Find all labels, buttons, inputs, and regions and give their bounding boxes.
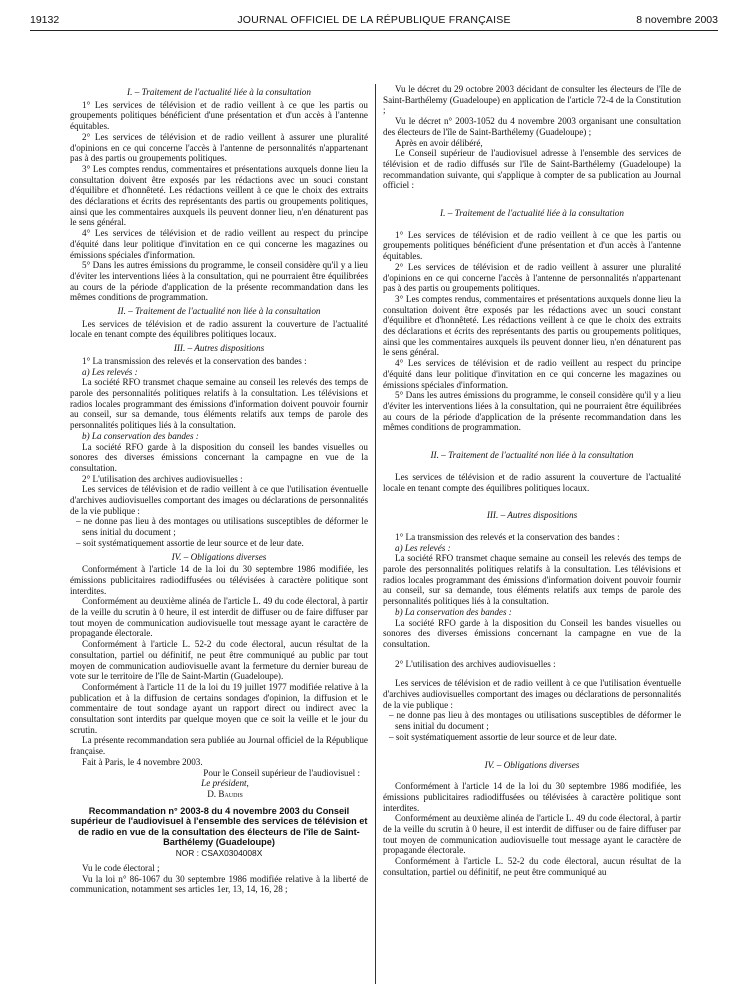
page-header <box>30 14 718 28</box>
section-heading: I. – Traitement de l'actualité liée à la consultation <box>127 87 311 97</box>
paragraph: Vu la loi n° 86-1067 du 30 septembre 1986 modifiée relative à la liberté de communication, notamment ses articles 1er, 13, 14, 16, 28 ; <box>70 873 368 895</box>
page-number: 19132 <box>30 14 60 26</box>
paragraph: 1° La transmission des relevés et la conservation des bandes : <box>395 531 620 542</box>
section-heading: IV. – Obligations diverses <box>484 759 580 770</box>
column-divider <box>375 84 376 984</box>
paragraph: Après en avoir délibéré, <box>395 137 483 148</box>
signature-title: Le président, <box>201 778 249 789</box>
paragraph: Conformément à l'article L. 52-2 du code électoral, aucun résultat de la consultation, partiel ou définitif, ne peut être communiqué au public par tout moyen de communication audiovisuelle avant la fermeture du dernier bureau de vote sur le territoire de l'île de Saint-Martin (Guadeloupe). <box>70 639 368 682</box>
subheading: a) Les relevés : <box>395 542 451 553</box>
section-heading: II. – Traitement de l'actualité non liée à la consultation <box>117 306 321 317</box>
journal-title: JOURNAL OFFICIEL DE LA RÉPUBLIQUE FRANÇAISE <box>237 14 511 26</box>
paragraph: Conformément au deuxième alinéa de l'article L. 49 du code électoral, à partir de la veille du scrutin à 0 heure, il est interdit de diffuser ou de faire diffuser par tout moyen de communication audiovisuelle tout message ayant le caractère de propagande électorale. <box>70 596 368 639</box>
paragraph: Conformément à l'article 14 de la loi du 30 septembre 1986 modifiée, les émissions publicitaires radiodiffusées ou télévisées à caractère politique sont interdites. <box>383 781 681 813</box>
recommendation-title: Recommandation n° 2003-8 du 4 novembre 2003 du Conseil supérieur de l'audiovisuel à l'ensemble des services de télévision et de radio en vue de la consultation des électeurs de l'île de Saint-Barthélemy (Guadeloupe) <box>70 805 368 847</box>
paragraph: 1° Les services de télévision et de radio veillent à ce que les partis ou groupements politiques bénéficient d'une présentation et d'un accès à l'antenne équitables. <box>70 99 368 132</box>
section-heading: IV. – Obligations diverses <box>171 551 267 562</box>
section-heading: III. – Autres dispositions <box>486 510 578 521</box>
nor-reference: NOR : CSAX0304008X <box>175 848 263 859</box>
paragraph: Conformément au deuxième alinéa de l'article L. 49 du code électoral, à partir de la veille du scrutin à 0 heure, il est interdit de diffuser ou de faire diffuser par tout moyen de communication audiovisuelle tout message ayant le caractère de propagande électorale. <box>383 813 681 856</box>
paragraph: La société RFO transmet chaque semaine au conseil les relevés des temps de parole des personnalités politiques relatifs à la consultation. Les télévisions et radios locales programmant des émissions d'information doivent pouvoir fournir au conseil, sur sa demande, tous éléments relatifs aux temps de parole des personnalités politiques liés à la consultation. <box>383 553 681 607</box>
paragraph: La présente recommandation sera publiée au Journal officiel de la République française. <box>70 735 368 757</box>
paragraph: 5° Dans les autres émissions du programme, le conseil considère qu'il y a lieu d'éviter les interventions liées à la consultation, qui ne pourraient être équilibrées au cours de la période d'application de la présente recommandation dans les mêmes conditions de programmation. <box>70 260 368 303</box>
paragraph: Vu le décret n° 2003-1052 du 4 novembre 2003 organisant une consultation des électeurs de l'île de Saint-Barthélemy (Guadeloupe) ; <box>383 116 681 137</box>
signature-line: Pour le Conseil supérieur de l'audiovisuel : <box>203 767 360 778</box>
header-rule <box>30 30 718 31</box>
paragraph: 3° Les comptes rendus, commentaires et présentations auxquels donne lieu la consultation doivent être exposés par les rédactions avec un souci constant d'équilibre et d'honnêteté. Les rédactions veillent à ce que le choix des extraits des déclarations et écrits des représentants des partis ou groupements politiques, ainsi que les commentaires auxquels ils peuvent donner lieu, n'en dénaturent pas le sens général. <box>383 293 681 358</box>
left-column <box>70 84 368 895</box>
paragraph: La société RFO transmet chaque semaine au conseil les relevés des temps de parole des personnalités politiques relatifs à la consultation. Les télévisions et radios locales programmant des émissions d'information doivent pouvoir fournir au conseil, sur sa demande, tous éléments relatifs aux temps de parole des personnalités politiques liés à la consultation. <box>70 377 368 431</box>
paragraph: Les services de télévision et de radio assurent la couverture de l'actualité locale en tenant compte des équilibres politiques locaux. <box>70 318 368 340</box>
bullet-item: – ne donne pas lieu à des montages ou utilisations susceptibles de déformer le sens initial du document ; <box>389 710 681 732</box>
paragraph: 4° Les services de télévision et de radio veillent au respect du principe d'équité dans leur politique d'invitation en ce qui concerne les magazines ou émissions spéciales d'information. <box>383 358 681 390</box>
section-heading: II. – Traitement de l'actualité non liée à la consultation <box>430 450 634 461</box>
paragraph: 5° Dans les autres émissions du programme, le conseil considère qu'il y a lieu d'éviter les interventions liées à la consultation, qui ne pourraient être équilibrées au cours de la période d'application de la présente recommandation dans les mêmes conditions de programmation. <box>383 390 681 433</box>
paragraph: Le Conseil supérieur de l'audiovisuel adresse à l'ensemble des services de télévision et de radio diffusés sur l'île de Saint-Barthélemy (Guadeloupe) la recommandation suivante, qui s'applique à compter de sa publication au Journal officiel : <box>383 148 681 191</box>
section-heading: III. – Autres dispositions <box>173 343 265 354</box>
paragraph: Conformément à l'article 14 de la loi du 30 septembre 1986 modifiée, les émissions publicitaires radiodiffusées ou télévisées à caractère politique sont interdites. <box>70 564 368 596</box>
paragraph: 1° La transmission des relevés et la conservation des bandes : <box>82 355 307 366</box>
subheading: b) La conservation des bandes : <box>82 430 199 441</box>
paragraph: 4° Les services de télévision et de radio veillent au respect du principe d'équité dans leur politique d'invitation en ce qui concerne les magazines ou émissions spéciales d'information. <box>70 228 368 260</box>
paragraph: 2° L'utilisation des archives audiovisuelles : <box>82 473 243 484</box>
paragraph: Vu le code électoral ; <box>82 863 160 874</box>
paragraph: 2° Les services de télévision et de radio veillent à assurer une pluralité d'opinions en ce qui concerne l'accès à l'antenne de personnalités n'appartenant pas à des partis ou groupements politiques. <box>383 261 681 294</box>
paragraph: Les services de télévision et de radio veillent à ce que l'utilisation éventuelle d'archives audiovisuelles comportant des images ou déclarations de personnalités de la vie publique : <box>383 678 681 710</box>
paragraph: Vu le décret du 29 octobre 2003 décidant de consulter les électeurs de l'île de Saint-Barthélemy (Guadeloupe) en application de l'article 72-4 de la Constitution ; <box>383 84 681 116</box>
paragraph: 1° Les services de télévision et de radio veillent à ce que les partis ou groupements politiques bénéficient d'une présentation et d'un accès à l'antenne équitables. <box>383 229 681 262</box>
bullet-item: – soit systématiquement assortie de leur source et de leur date. <box>389 731 617 742</box>
right-column <box>383 84 681 878</box>
paragraph: Les services de télévision et de radio assurent la couverture de l'actualité locale en tenant compte des équilibres politiques locaux. <box>383 471 681 493</box>
signature-name: D. Baudis <box>207 789 243 799</box>
paragraph: 2° L'utilisation des archives audiovisuelles : <box>395 658 556 669</box>
paragraph: La société RFO garde à la disposition du conseil les bandes visuelles ou sonores des diverses émissions concernant la campagne en vue de la consultation. <box>70 441 368 473</box>
paragraph: Conformément à l'article 11 de la loi du 19 juillet 1977 modifiée relative à la publication et à la diffusion de certains sondages d'opinion, la diffusion et le commentaire de tout sondage ayant un rapport direct ou indirect avec la consultation sont interdits par quelque moyen que ce soit la veille et le jour du scrutin. <box>70 681 368 735</box>
signature-place-date: Fait à Paris, le 4 novembre 2003. <box>82 756 203 767</box>
paragraph: Les services de télévision et de radio veillent à ce que l'utilisation éventuelle d'archives audiovisuelles comportant des images ou déclarations de personnalités de la vie publique : <box>70 484 368 516</box>
paragraph: La société RFO garde à la disposition du Conseil les bandes visuelles ou sonores des diverses émissions concernant la campagne en vue de la consultation. <box>383 617 681 649</box>
subheading: b) La conservation des bandes : <box>395 606 512 617</box>
paragraph: 3° Les comptes rendus, commentaires et présentations auxquels donne lieu la consultation doivent être exposés par les rédactions avec un souci constant d'équilibre et d'honnêteté. Les rédactions veillent à ce que le choix des extraits des déclarations et écrits des représentants des partis ou groupements politiques, ainsi que les commentaires auxquels ils peuvent donner lieu, n'en dénaturent pas le sens général. <box>70 163 368 228</box>
bullet-item: – soit systématiquement assortie de leur source et de leur date. <box>76 537 304 548</box>
subheading: a) Les relevés : <box>82 366 138 377</box>
issue-date: 8 novembre 2003 <box>636 14 718 26</box>
section-heading: I. – Traitement de l'actualité liée à la consultation <box>440 208 624 219</box>
paragraph: 2° Les services de télévision et de radio veillent à assurer une pluralité d'opinions en ce qui concerne l'accès à l'antenne de personnalités n'appartenant pas à des partis ou groupements politiques. <box>70 131 368 164</box>
paragraph: Conformément à l'article L. 52-2 du code électoral, aucun résultat de la consultation, partiel ou définitif, ne peut être communiqué au <box>383 856 681 877</box>
bullet-item: – ne donne pas lieu à des montages ou utilisations susceptibles de déformer le sens initial du document ; <box>76 516 368 538</box>
